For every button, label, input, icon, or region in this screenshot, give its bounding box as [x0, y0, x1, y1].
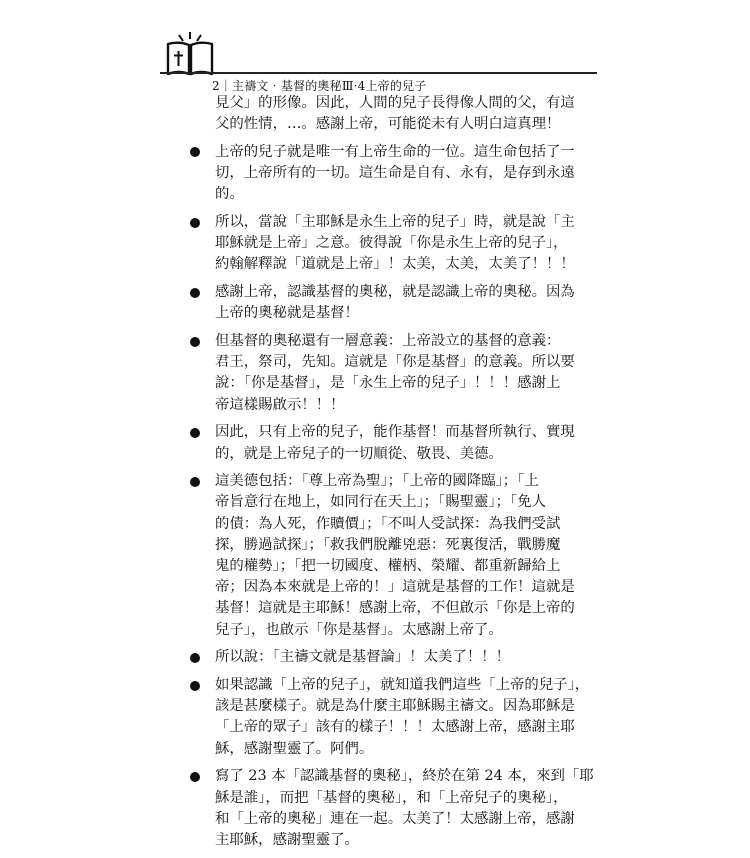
- text-line: 主耶穌，感謝聖靈了。: [215, 832, 359, 848]
- running-head: 2｜主禱文‧基督的奧秘Ⅲ‧4上帝的兒子: [212, 79, 427, 93]
- text-line: 兒子」，也啟示「你是基督」。太感謝上帝了。: [215, 621, 503, 638]
- bullet-icon: [190, 288, 200, 298]
- bullet-paragraph: [190, 675, 590, 760]
- text-line: 這美德包括：「尊上帝為聖」；「上帝的國降臨」；「上: [215, 473, 539, 490]
- bullet-paragraph: [190, 422, 575, 464]
- text-line: 上帝的兒子就是唯一有上帝生命的一位。這生命包括了一: [215, 143, 575, 160]
- text-line: 探，勝過試探」；「救我們脫離兇惡：死裏復活，戰勝魔: [215, 536, 561, 553]
- bullet-paragraph: [190, 647, 552, 668]
- text-line: 帝；因為本來就是上帝的！」這就是基督的工作！這就是: [215, 579, 575, 596]
- text-line: 的。: [215, 186, 244, 203]
- text-line: 耶穌就是上帝」之意。彼得說「你是永生上帝的兒子」，: [215, 235, 568, 252]
- text-line: 和「上帝的奧秘」連在一起。太美了！太感謝上帝，感謝: [215, 810, 575, 827]
- text-line: 鬼的權勢」；「把一切國度、權柄、榮耀、都重新歸給上: [215, 558, 561, 575]
- header-rule: [160, 72, 597, 74]
- text-line: 所以，當說「主耶穌是永生上帝的兒子」時，就是說「主: [215, 214, 575, 231]
- bullet-paragraph: [190, 282, 575, 324]
- bullet-icon: [190, 147, 200, 157]
- text-line: 感謝上帝，認識基督的奧秘，就是認識上帝的奧秘。因為: [215, 284, 575, 301]
- page-body: [190, 93, 594, 858]
- bullet-icon: [190, 337, 200, 347]
- text-line: 穌是誰」，而把「基督的奧秘」，和「上帝兒子的奧秘」，: [215, 789, 568, 806]
- text-line: 帝這樣賜啟示！！！: [215, 396, 345, 413]
- bullet-icon: [190, 477, 200, 487]
- bullet-paragraph: [190, 766, 594, 851]
- text-line: 說：「你是基督」，是「永生上帝的兒子」！！！感謝上: [215, 375, 561, 392]
- text-line: 的債：為人死，作贖價」；「不叫人受試探：為我們受試: [215, 515, 561, 532]
- text-line: 基督！這就是主耶穌！感謝上帝，不但啟示「你是上帝的: [215, 600, 575, 617]
- text-line: 寫了 23 本「認識基督的奧秘」，終於在第 24 本，來到「耶: [215, 768, 594, 785]
- text-line: 君王，祭司，先知。這就是「你是基督」的意義。所以要: [215, 354, 575, 371]
- text-line: 但基督的奧秘還有一層意義：上帝設立的基督的意義：: [215, 333, 561, 350]
- bullet-paragraph: [190, 142, 575, 206]
- text-line: 該是甚麼樣子。就是為什麼主耶穌賜主禱文。因為耶穌是: [215, 698, 575, 715]
- bullet-icon: [190, 681, 200, 691]
- text-line: 所以說：「主禱文就是基督論」！太美了！！！: [215, 649, 511, 666]
- text-line: 「上帝的眾子」該有的樣子！！！太感謝上帝，感謝主耶: [215, 719, 575, 736]
- bullet-paragraph: [190, 212, 575, 276]
- text-line: 見父」的形像。因此，人間的兒子長得像人間的父，有這: [215, 95, 575, 111]
- text-line: 帝旨意行在地上，如同行在天上」；「賜聖靈」；「免人: [215, 494, 546, 511]
- bullet-icon: [190, 772, 200, 782]
- bullet-paragraph: [190, 331, 575, 416]
- text-line: 穌，感謝聖靈了。阿們。: [215, 740, 374, 757]
- text-line: 因此，只有上帝的兒子，能作基督！而基督所執行、實現: [215, 424, 575, 441]
- bullet-paragraph: [190, 471, 575, 641]
- text-line: 的，就是上帝兒子的一切順從、敬畏、美德。: [215, 445, 503, 462]
- text-line: 約翰解釋說「道就是上帝」！太美，太美，太美了！！！: [215, 256, 575, 273]
- bullet-icon: [190, 218, 200, 228]
- text-line: 如果認識「上帝的兒子」，就知道我們這些「上帝的兒子」，: [215, 677, 590, 694]
- text-line: 切，上帝所有的一切。這生命是自有、永有，是存到永遠: [215, 165, 575, 182]
- continuation-paragraph: [190, 93, 575, 135]
- text-line: 父的性情，…。感謝上帝，可能從未有人明白這真理！: [215, 116, 561, 133]
- text-line: 上帝的奧秘就是基督！: [215, 305, 359, 322]
- bullet-icon: [190, 428, 200, 438]
- bullet-icon: [190, 653, 200, 663]
